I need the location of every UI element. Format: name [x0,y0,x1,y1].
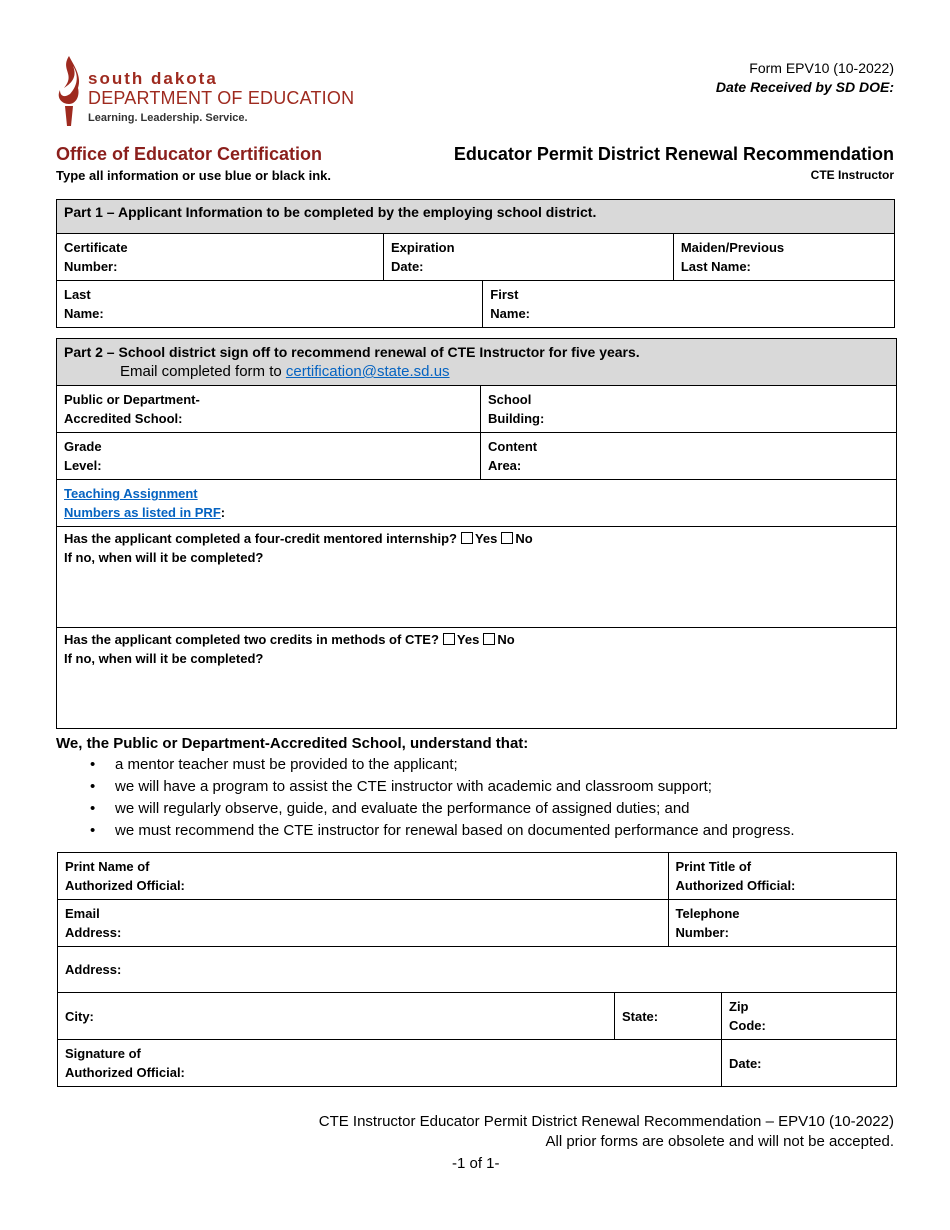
city-field[interactable] [58,993,615,1040]
list-item: • we will have a program to assist the CTE instructor with academic and classroom support; [60,776,795,798]
certificate-label-1: Certificate [64,240,128,255]
official-phone-field[interactable] [668,900,897,947]
logo-line-1: south dakota [88,69,218,88]
form-number: Form EPV10 (10-2022) [749,60,894,76]
part2-heading-cell [57,339,897,386]
page-number: -1 of 1- [452,1155,500,1172]
expiration-label-1: Expiration [391,240,455,255]
methods-question-cell [57,628,897,729]
understand-lead-rest: , understand that: [401,735,529,752]
sd-doe-logo [56,54,396,128]
city-label: City: [65,1009,94,1024]
school-label-1: Public or Department- [64,392,200,407]
date-label: Date: [729,1056,762,1071]
date-received-label: Date Received by SD DOE: [715,79,894,95]
part2-table [56,338,897,729]
state-field[interactable] [615,993,722,1040]
teaching-assignment-link[interactable]: Teaching Assignment [64,486,198,501]
internship-yes-label: Yes [474,531,498,546]
official-email-field[interactable] [58,900,669,947]
official-email-label-1: Email [65,906,100,921]
understand-list [60,754,795,842]
official-title-label-1: Print Title of [675,859,752,874]
zip-label-1: Zip [729,999,749,1014]
teaching-assignment-field[interactable] [57,480,897,527]
address-field[interactable] [58,947,897,993]
footer-form-name: CTE Instructor Educator Permit District Renewal Recommendation – EPV10 (10-2022) [318,1113,894,1130]
internship-yes-checkbox[interactable] [461,532,473,544]
signature-label-1: Signature of [65,1046,141,1061]
grade-label-1: Grade [64,439,102,454]
official-name-label-1: Print Name of [65,859,150,874]
last-name-label-2: Name: [64,306,104,321]
maiden-label-1: Maiden/Previous [680,240,785,255]
official-title-label-2: Authorized Official: [675,878,796,893]
maiden-name-field[interactable] [673,234,894,281]
accredited-school-field[interactable] [57,386,481,433]
grade-level-field[interactable] [57,433,481,480]
email-instruction [64,362,889,381]
official-phone-label-1: Telephone [675,906,740,921]
expiration-label-2: Date: [391,259,424,274]
list-item: • we will regularly observe, guide, and evaluate the performance of assigned duties; and [60,798,795,820]
last-name-label-1: Last [64,287,91,302]
zip-label-2: Code: [729,1018,766,1033]
first-name-label-2: Name: [490,306,531,321]
footer-obsolete-note: All prior forms are obsolete and will not be accepted. [545,1133,894,1150]
logo-line-2: DEPARTMENT OF EDUCATION [88,88,355,108]
first-name-field[interactable] [483,281,895,328]
form-title: Educator Permit District Renewal Recommendation [453,144,894,164]
official-name-label-2: Authorized Official: [65,878,185,893]
official-name-field[interactable] [58,853,669,900]
content-label-2: Area: [488,458,522,473]
expiration-date-field[interactable] [384,234,674,281]
internship-followup: If no, when will it be completed? [64,550,264,565]
official-title-field[interactable] [668,853,897,900]
part2-heading: Part 2 – School district sign off to recommend renewal of CTE Instructor for five years. [64,344,640,360]
teaching-colon: : [220,505,226,520]
form-subtitle: CTE Instructor [810,168,894,182]
office-title: Office of Educator Certification [56,144,323,164]
methods-no-label: No [497,632,515,647]
prf-numbers-link[interactable]: Numbers as listed in PRF [64,505,221,520]
understand-lead [56,734,528,754]
signature-label-2: Authorized Official: [65,1065,185,1080]
part1-table [56,199,895,328]
school-label-2: Accredited School: [64,411,183,426]
part1-heading: Part 1 – Applicant Information to be completed by the employing school district. [57,200,895,234]
building-label-1: School [488,392,532,407]
official-phone-label-2: Number: [675,925,729,940]
list-item: • we must recommend the CTE instructor for renewal based on documented performance and progress. [60,820,795,842]
content-label-1: Content [488,439,538,454]
signature-field[interactable] [58,1040,722,1087]
internship-no-label: No [515,531,533,546]
methods-no-checkbox[interactable] [483,633,495,645]
methods-question: Has the applicant completed two credits in methods of CTE? [64,632,439,647]
certification-email-link[interactable]: certification@state.sd.us [285,363,450,380]
list-item: • a mentor teacher must be provided to the applicant; [60,754,795,776]
internship-no-checkbox[interactable] [501,532,513,544]
last-name-field[interactable] [57,281,483,328]
email-prefix: Email completed form to [120,363,286,380]
ink-instructions: Type all information or use blue or black ink. [56,168,331,183]
address-label: Address: [65,962,122,977]
zip-code-field[interactable] [722,993,897,1040]
certificate-number-field[interactable] [57,234,384,281]
building-label-2: Building: [488,411,545,426]
grade-label-2: Level: [64,458,102,473]
certificate-label-2: Number: [64,259,118,274]
understand-lead-bold: We, the Public or Department-Accredited School [56,735,402,752]
content-area-field[interactable] [481,433,897,480]
internship-question-cell [57,527,897,628]
official-table [57,852,897,1087]
state-label: State: [622,1009,659,1024]
first-name-label-1: First [490,287,519,302]
maiden-label-2: Last Name: [680,259,751,274]
methods-followup: If no, when will it be completed? [64,651,264,666]
flame-torch-icon [56,54,82,128]
methods-yes-checkbox[interactable] [443,633,455,645]
methods-yes-label: Yes [456,632,480,647]
date-field[interactable] [722,1040,897,1087]
logo-tagline: Learning. Leadership. Service. [88,112,248,124]
official-email-label-2: Address: [65,925,122,940]
school-building-field[interactable] [481,386,897,433]
internship-question: Has the applicant completed a four-credit mentored internship? [64,531,457,546]
